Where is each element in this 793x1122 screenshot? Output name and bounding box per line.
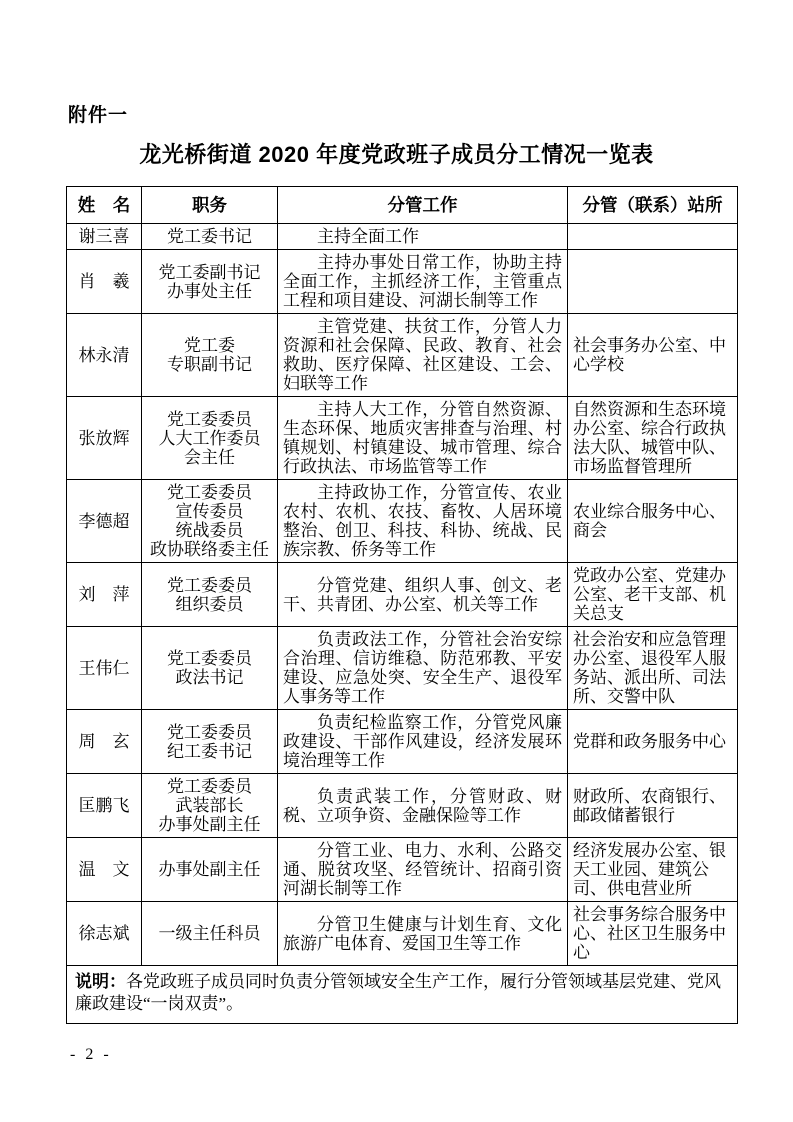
position-line: 办事处副主任	[158, 860, 261, 879]
table-row	[67, 397, 738, 480]
position-line: 党工委委员	[167, 483, 252, 502]
member-duties: 分管工业、电力、水利、公路交通、脱贫攻坚、经管统计、招商引资河湖长制等工作	[278, 838, 568, 902]
member-name: 谢三喜	[67, 224, 142, 250]
member-name: 李德超	[67, 480, 142, 563]
member-stations: 农业综合服务中心、商会	[568, 480, 738, 563]
position-line: 党工委副书记	[158, 262, 261, 282]
position-line: 办事处主任	[167, 281, 252, 301]
position-line: 组织委员	[175, 594, 244, 614]
member-duties: 主持全面工作	[278, 224, 568, 250]
table-row	[67, 902, 738, 966]
position-line: 纪工委书记	[167, 741, 252, 761]
member-stations: 社会事务办公室、中心学校	[568, 314, 738, 397]
member-name: 刘 萍	[67, 563, 142, 627]
note-text: 各党政班子成员同时负责分管领域安全生产工作，履行分管领域基层党建、党风廉政建设“一岗双责”。	[75, 972, 721, 1013]
member-stations: 社会治安和应急管理办公室、退役军人服务站、派出所、司法所、交警中队	[568, 627, 738, 710]
member-name: 张放辉	[67, 397, 142, 480]
member-stations: 党政办公室、党建办公室、老干支部、机关总支	[568, 563, 738, 627]
member-name: 匡鹏飞	[67, 774, 142, 838]
assignments-table	[66, 186, 738, 1024]
member-duties: 主持人大工作，分管自然资源、生态环保、地质灾害排查与治理、村镇规划、村镇建设、城市管理、综合行政执法、市场监管等工作	[278, 397, 568, 480]
header-cell-duties: 分管工作	[278, 187, 568, 224]
member-name: 林永清	[67, 314, 142, 397]
member-position	[142, 838, 278, 902]
position-line: 党工委委员	[167, 649, 252, 668]
position-line: 统战委员	[175, 521, 244, 540]
position-line: 宣传委员	[175, 502, 244, 521]
page-number: - 2 -	[70, 1046, 112, 1063]
member-stations: 党群和政务服务中心	[568, 710, 738, 774]
member-stations: 经济发展办公室、银天工业园、建筑公司、供电营业所	[568, 838, 738, 902]
table-header	[67, 187, 738, 224]
member-name: 徐志斌	[67, 902, 142, 966]
position-line: 办事处副主任	[158, 815, 261, 834]
table-row	[67, 314, 738, 397]
position-line: 党工委委员	[167, 777, 252, 796]
note-row	[67, 966, 738, 1024]
position-line: 党工委	[184, 336, 235, 355]
position-line: 党工委委员	[167, 722, 252, 742]
member-position	[142, 250, 278, 314]
member-stations	[568, 250, 738, 314]
position-line: 人大工作委员	[158, 428, 261, 448]
member-position	[142, 563, 278, 627]
position-line: 政法书记	[175, 668, 244, 687]
table-body	[67, 224, 738, 966]
position-line: 武装部长	[175, 796, 244, 815]
attachment-label: 附件一	[68, 105, 129, 126]
header-cell-stations: 分管（联系）站所	[568, 187, 738, 224]
position-line: 党工委委员	[167, 409, 252, 429]
note-label: 说明：	[75, 972, 126, 991]
position-line: 党工委书记	[167, 227, 252, 246]
member-duties: 负责纪检监察工作，分管党风廉政建设、干部作风建设，经济发展环境治理等工作	[278, 710, 568, 774]
member-duties: 分管党建、组织人事、创文、老干、共青团、办公室、机关等工作	[278, 563, 568, 627]
member-duties: 主持办事处日常工作，协助主持全面工作，主抓经济工作，主管重点工程和项目建设、河湖长制等工作	[278, 250, 568, 314]
header-cell-position: 职务	[142, 187, 278, 224]
member-position	[142, 480, 278, 563]
member-duties: 主管党建、扶贫工作，分管人力资源和社会保障、民政、教育、社会救助、医疗保障、社区建设、工会、妇联等工作	[278, 314, 568, 397]
table-row	[67, 710, 738, 774]
header-row	[67, 187, 738, 224]
position-line: 专职副书记	[167, 355, 252, 374]
member-duties: 负责政法工作，分管社会治安综合治理、信访维稳、防范邪教、平安建设、应急处突、安全生产、退役军人事务等工作	[278, 627, 568, 710]
position-line: 党工委委员	[167, 575, 252, 595]
member-name: 王伟仁	[67, 627, 142, 710]
header-cell-name: 姓 名	[67, 187, 142, 224]
document-title: 龙光桥街道 2020 年度党政班子成员分工情况一览表	[139, 142, 654, 167]
member-name: 温 文	[67, 838, 142, 902]
position-line: 一级主任科员	[158, 924, 261, 943]
member-position	[142, 627, 278, 710]
table-row	[67, 774, 738, 838]
member-name: 周 玄	[67, 710, 142, 774]
member-position	[142, 710, 278, 774]
member-position	[142, 224, 278, 250]
note-cell	[67, 966, 738, 1024]
member-position	[142, 774, 278, 838]
member-duties: 负责武装工作，分管财政、财税、立项争资、金融保险等工作	[278, 774, 568, 838]
member-position	[142, 397, 278, 480]
member-position	[142, 314, 278, 397]
table-row	[67, 627, 738, 710]
member-duties: 分管卫生健康与计划生育、文化旅游广电体育、爱国卫生等工作	[278, 902, 568, 966]
table-footer	[67, 966, 738, 1024]
member-stations: 社会事务综合服务中心、社区卫生服务中心	[568, 902, 738, 966]
table-row	[67, 224, 738, 250]
member-stations: 自然资源和生态环境办公室、综合行政执法大队、城管中队、市场监督管理所	[568, 397, 738, 480]
member-stations	[568, 224, 738, 250]
table-row	[67, 838, 738, 902]
member-position	[142, 902, 278, 966]
table-row	[67, 563, 738, 627]
member-stations: 财政所、农商银行、邮政储蓄银行	[568, 774, 738, 838]
position-line: 会主任	[184, 447, 235, 467]
table-row	[67, 480, 738, 563]
member-duties: 主持政协工作，分管宣传、农业农村、农机、农技、畜牧、人居环境整治、创卫、科技、科协、统战、民族宗教、侨务等工作	[278, 480, 568, 563]
position-line: 政协联络委主任	[150, 540, 269, 559]
member-name: 肖 羲	[67, 250, 142, 314]
table-row	[67, 250, 738, 314]
